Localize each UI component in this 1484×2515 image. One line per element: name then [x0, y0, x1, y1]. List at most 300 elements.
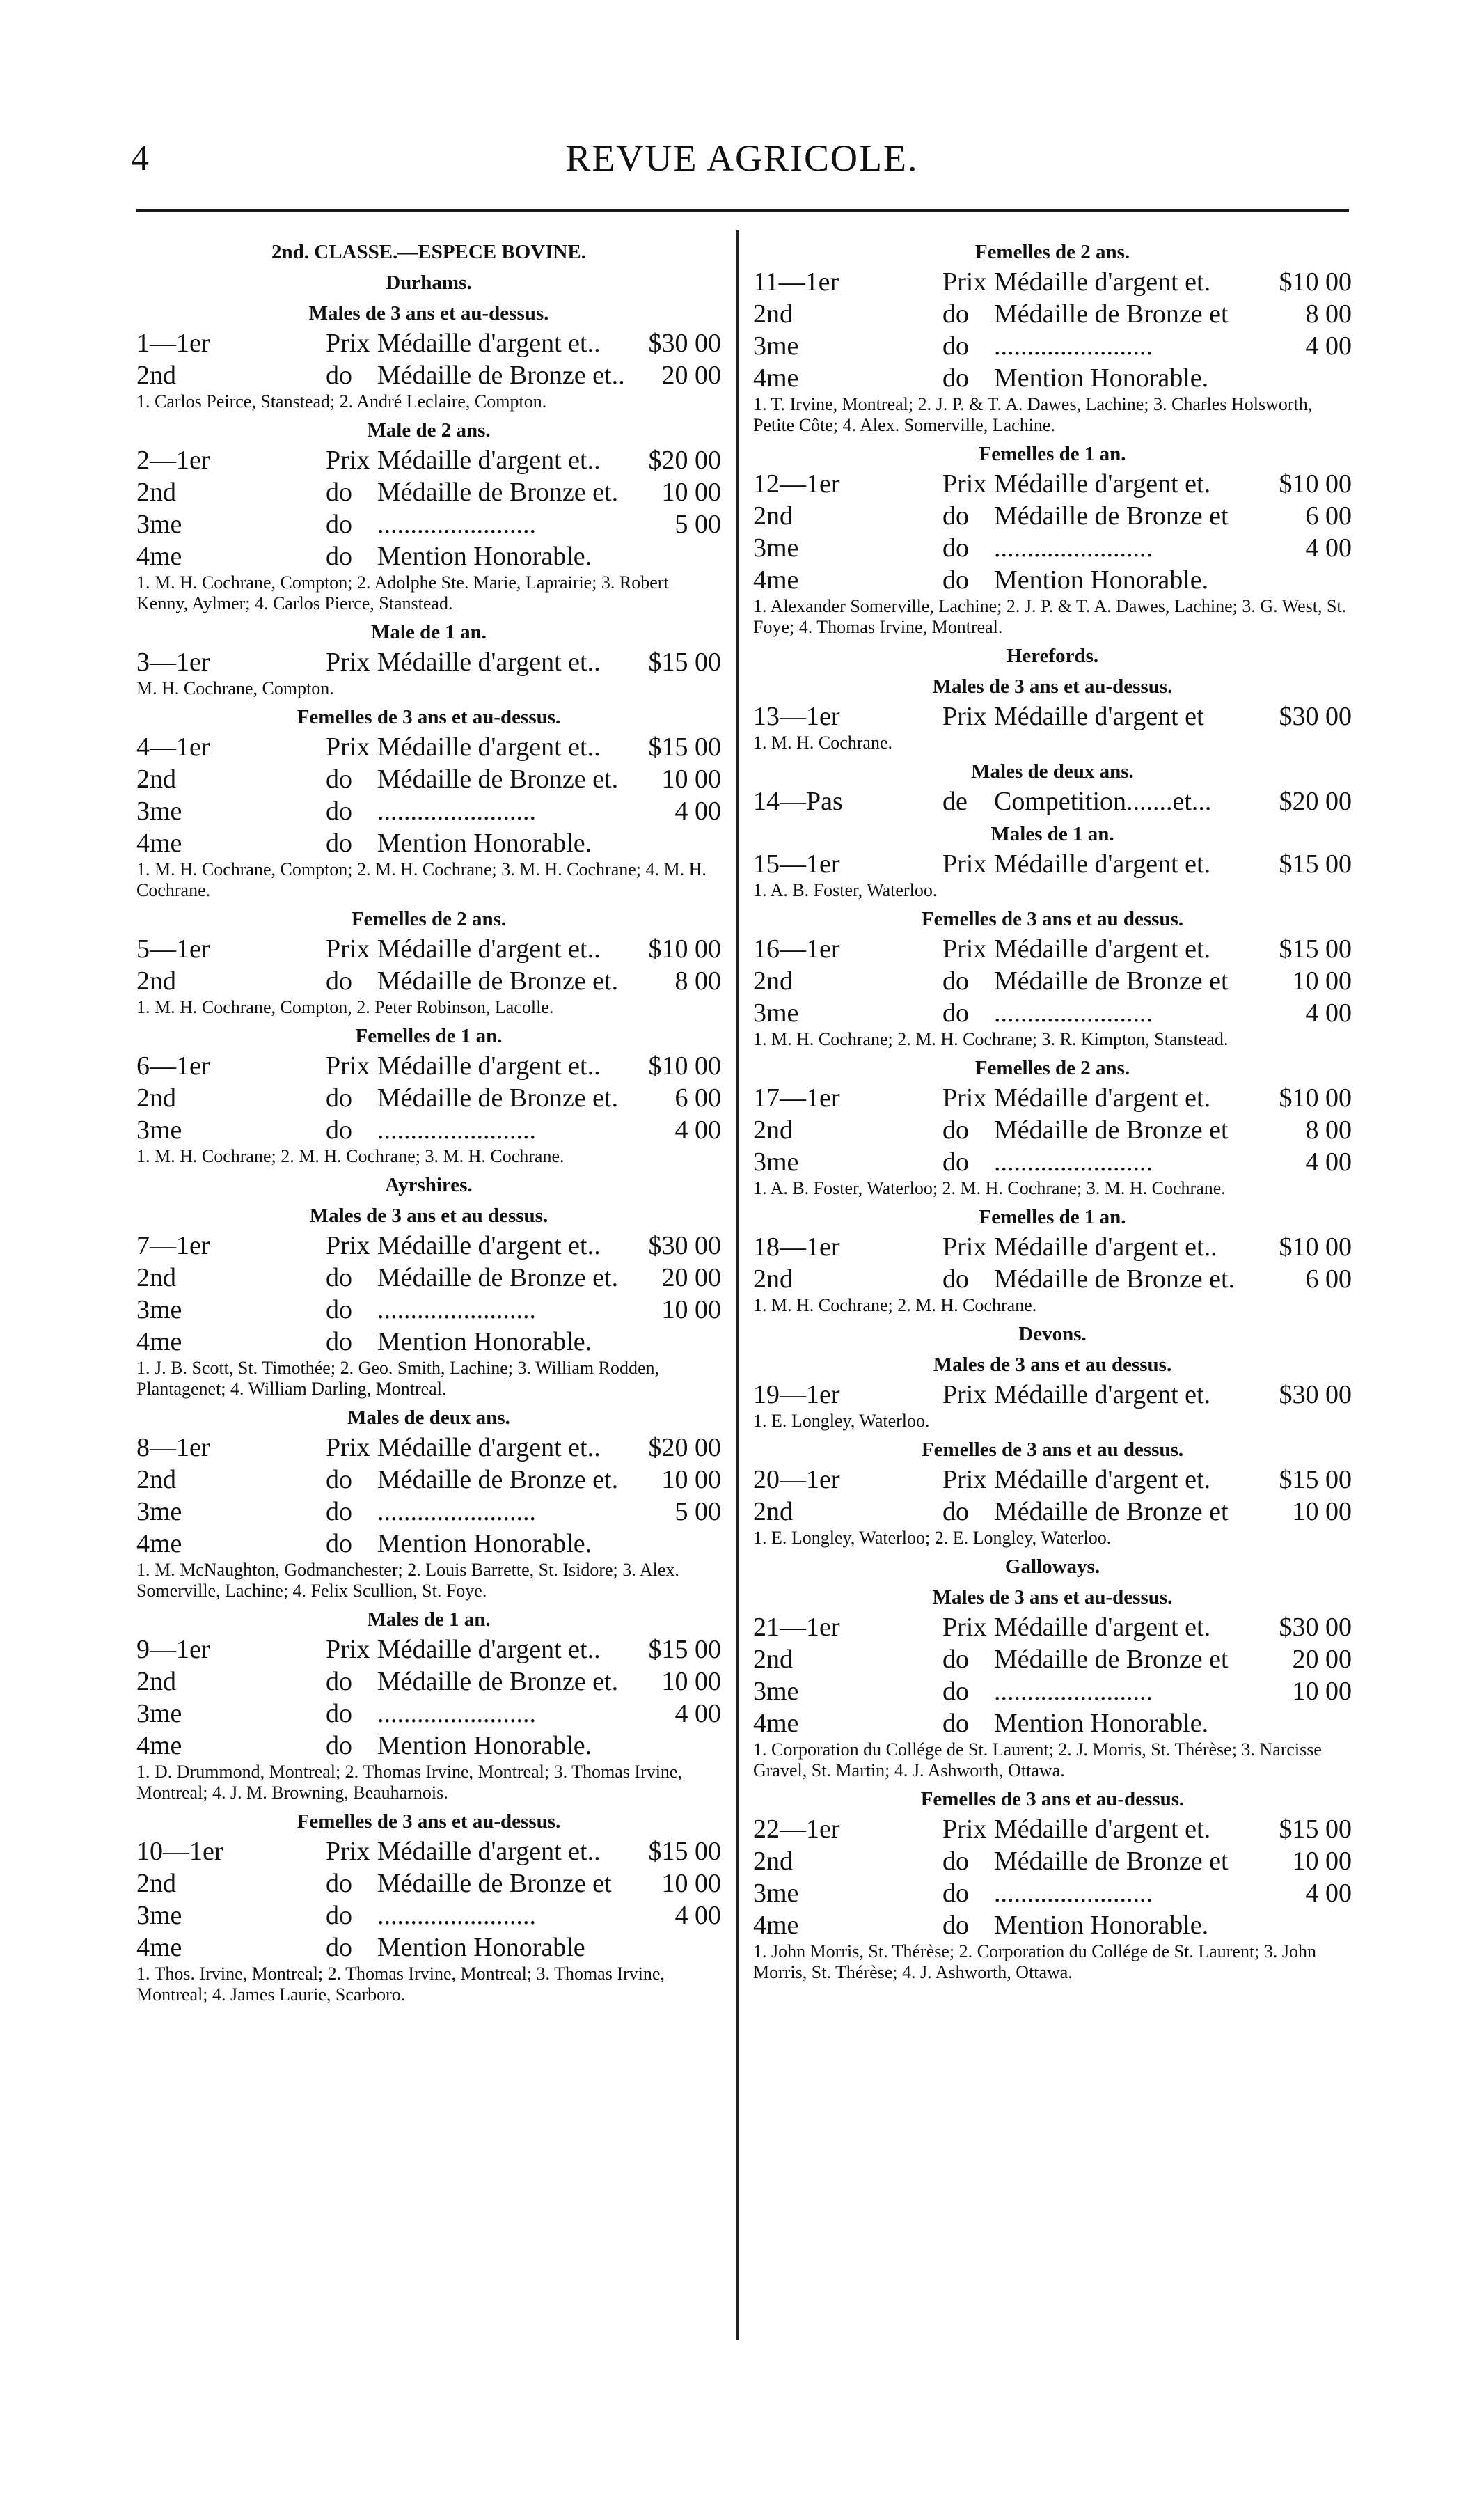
prize-row	[136, 965, 721, 997]
prize-label: Prix	[326, 1635, 370, 1664]
prize-row	[136, 508, 721, 540]
prize-description: Médaille d'argent et..	[377, 934, 601, 964]
prize-rank: 4me	[136, 1529, 182, 1558]
section-heading: Males de 1 an.	[990, 823, 1114, 845]
prize-rank: 2nd	[136, 1465, 176, 1494]
prize-label: do	[942, 1264, 969, 1294]
prize-description: ........................	[994, 1147, 1153, 1177]
winners-list: 1. M. H. Cochrane.	[753, 732, 893, 753]
prize-amount: 10 00	[1292, 1677, 1352, 1706]
prize-rank: 4me	[136, 829, 182, 858]
winners-list: 1. M. H. Cochrane, Compton, 2. Peter Robinson, Lacolle.	[136, 997, 554, 1017]
prize-rank: 3me	[136, 1115, 182, 1145]
section-heading: Ayrshires.	[385, 1174, 473, 1196]
prize-amount: $15 00	[1279, 1465, 1352, 1494]
prize-amount	[627, 540, 721, 572]
prize-amount	[627, 1326, 721, 1358]
prize-description: ........................	[377, 1497, 536, 1526]
left-column	[136, 235, 721, 2009]
prize-description: Médaille d'argent et..	[377, 1051, 601, 1081]
prize-description: Médaille d'argent et.	[994, 1380, 1211, 1409]
prize-rank: 15—1er	[753, 849, 840, 879]
prize-label: do	[326, 1295, 352, 1324]
prize-description: Médaille d'argent et..	[377, 1635, 601, 1664]
prize-row	[136, 731, 721, 763]
prize-label: do	[326, 1901, 352, 1930]
prize-description: ........................	[377, 1115, 536, 1145]
prize-label: Prix	[942, 702, 987, 731]
prize-description: Médaille de Bronze et..	[377, 361, 625, 390]
prize-amount: 4 00	[1305, 998, 1352, 1028]
prize-label: do	[326, 966, 352, 996]
prize-rank: 5—1er	[136, 934, 210, 964]
prize-description: Médaille de Bronze et	[994, 1645, 1229, 1674]
prize-amount	[627, 1932, 721, 1964]
prize-description: Médaille d'argent et.	[994, 267, 1211, 297]
prize-label: Prix	[326, 1433, 370, 1462]
prize-rank: 4me	[753, 1911, 799, 1940]
prize-amount: $10 00	[1279, 1083, 1352, 1113]
prize-amount: $20 00	[1279, 787, 1352, 816]
prize-rank: 9—1er	[136, 1635, 210, 1664]
prize-rank: 2nd	[136, 1263, 176, 1292]
section-heading: Male de 2 ans.	[367, 419, 491, 441]
prize-amount: 10 00	[661, 1295, 721, 1324]
prize-rank: 3me	[753, 1677, 799, 1706]
prize-row	[753, 1379, 1352, 1411]
prize-amount: $20 00	[648, 1433, 721, 1462]
prize-amount: $15 00	[648, 648, 721, 677]
prize-label: do	[326, 478, 352, 507]
prize-description: Médaille de Bronze et	[994, 1497, 1229, 1526]
winners-list: 1. T. Irvine, Montreal; 2. J. P. & T. A. Dawes, Lachine; 3. Charles Holsworth, Petite Côte; 4. Alex. Somerville, Lachine.	[753, 394, 1313, 435]
section-heading: Femelles de 1 an.	[979, 443, 1126, 465]
prize-rank: 3—1er	[136, 648, 210, 677]
prize-amount	[1258, 1909, 1352, 1941]
section-heading: Males de 3 ans et au-dessus.	[308, 302, 549, 324]
prize-amount: $10 00	[1279, 1232, 1352, 1262]
prize-description: Médaille de Bronze et	[377, 1869, 612, 1898]
prize-rank: 2nd	[136, 765, 176, 794]
prize-row	[753, 532, 1352, 564]
prize-description: Médaille de Bronze et.	[377, 1083, 619, 1113]
prize-label: do	[942, 1645, 969, 1674]
prize-row	[753, 1464, 1352, 1496]
prize-rank: 3me	[136, 1699, 182, 1728]
prize-rank: 2nd	[753, 1497, 793, 1526]
prize-amount: 4 00	[674, 1115, 721, 1145]
prize-row	[753, 1263, 1352, 1295]
prize-amount: $10 00	[1279, 469, 1352, 499]
prize-rank: 2nd	[136, 478, 176, 507]
prize-description: Médaille d'argent et.	[994, 934, 1211, 964]
prize-description: Médaille d'argent et.	[994, 1815, 1211, 1844]
prize-row	[136, 1082, 721, 1114]
prize-row	[136, 1730, 721, 1762]
prize-rank: 4me	[136, 542, 182, 571]
winners-list: 1. M. H. Cochrane; 2. M. H. Cochrane; 3. M. H. Cochrane.	[136, 1146, 565, 1166]
prize-amount: 10 00	[1292, 1497, 1352, 1526]
prize-rank: 8—1er	[136, 1433, 210, 1462]
winners-list: 1. J. B. Scott, St. Timothée; 2. Geo. Smith, Lachine; 3. William Rodden, Plantagenet; 4. William Darling, Montreal.	[136, 1358, 660, 1399]
section-heading: Femelles de 1 an.	[979, 1206, 1126, 1228]
prize-description: Mention Honorable	[377, 1933, 585, 1962]
section-heading: Femelles de 3 ans et au-dessus.	[920, 1788, 1185, 1810]
section-heading: Male de 1 an.	[371, 621, 487, 643]
prize-label: Prix	[326, 1837, 370, 1866]
prize-rank: 6—1er	[136, 1051, 210, 1081]
prize-description: Mention Honorable.	[377, 542, 592, 571]
prize-label: do	[942, 1847, 969, 1876]
prize-label: do	[326, 1497, 352, 1526]
prize-description: Mention Honorable.	[994, 363, 1209, 393]
prize-label: do	[942, 1911, 969, 1940]
prize-rank: 2nd	[753, 1115, 793, 1145]
prize-label: Prix	[326, 934, 370, 964]
prize-label: Prix	[326, 648, 370, 677]
winners-list: 1. M. H. Cochrane; 2. M. H. Cochrane.	[753, 1295, 1037, 1315]
section-heading: Durhams.	[386, 272, 472, 294]
prize-row	[136, 1633, 721, 1666]
winners-list: 1. Corporation du Collége de St. Laurent; 2. J. Morris, St. Thérèse; 3. Narcisse Gravel, St. Martin; 4. J. Ashworth, Ottawa.	[753, 1739, 1322, 1780]
prize-label: Prix	[942, 1380, 987, 1409]
prize-amount	[1258, 362, 1352, 394]
prize-rank: 2nd	[753, 1847, 793, 1876]
prize-description: Mention Honorable.	[994, 565, 1209, 595]
prize-row	[753, 1813, 1352, 1845]
prize-label: Prix	[942, 934, 987, 964]
section-heading: Femelles de 3 ans et au-dessus.	[297, 1810, 561, 1833]
prize-row	[136, 795, 721, 827]
prize-label: do	[326, 1699, 352, 1728]
prize-label: do	[942, 1677, 969, 1706]
prize-label: do	[942, 501, 969, 531]
prize-amount	[627, 827, 721, 859]
prize-label: do	[326, 1263, 352, 1292]
prize-label: do	[326, 1465, 352, 1494]
prize-row	[136, 1050, 721, 1082]
prize-label: do	[942, 299, 969, 329]
prize-label: do	[942, 331, 969, 361]
prize-rank: 2nd	[753, 966, 793, 996]
prize-rank: 2nd	[753, 299, 793, 329]
prize-row	[136, 1464, 721, 1496]
prize-label: Prix	[326, 329, 370, 358]
winners-list: 1. D. Drummond, Montreal; 2. Thomas Irvine, Montreal; 3. Thomas Irvine, Montreal; 4. J. M. Browning, Beauharnois.	[136, 1762, 682, 1803]
prize-amount: $15 00	[1279, 934, 1352, 964]
prize-description: Médaille d'argent et..	[377, 732, 601, 762]
section-heading: Femelles de 3 ans et au dessus.	[921, 1439, 1184, 1461]
prize-description: Médaille d'argent et	[994, 702, 1204, 731]
section-heading: Males de 3 ans et au dessus.	[309, 1205, 548, 1227]
prize-row	[753, 700, 1352, 732]
prize-label: do	[942, 998, 969, 1028]
prize-row	[753, 1675, 1352, 1707]
prize-rank: 1—1er	[136, 329, 210, 358]
prize-amount: 8 00	[1305, 1115, 1352, 1145]
prize-description: Médaille d'argent et..	[377, 446, 601, 475]
prize-description: Médaille d'argent et.	[994, 1465, 1211, 1494]
section-heading: Males de 3 ans et au dessus.	[933, 1354, 1172, 1376]
prize-label: Prix	[942, 1083, 987, 1113]
prize-amount: 8 00	[1305, 299, 1352, 329]
prize-label: do	[326, 1667, 352, 1696]
prize-row	[753, 785, 1352, 817]
prize-description: Médaille de Bronze et.	[377, 966, 619, 996]
prize-amount: 10 00	[661, 1869, 721, 1898]
prize-row	[753, 500, 1352, 532]
section-heading: Femelles de 3 ans et au dessus.	[921, 908, 1184, 930]
prize-description: Médaille de Bronze et	[994, 1115, 1229, 1145]
prize-row	[136, 827, 721, 859]
prize-row	[753, 1845, 1352, 1877]
section-heading: Males de 3 ans et au-dessus.	[932, 1586, 1173, 1608]
prize-rank: 22—1er	[753, 1815, 840, 1844]
prize-label: de	[942, 787, 968, 816]
prize-label: Prix	[942, 1815, 987, 1844]
prize-amount: 8 00	[674, 966, 721, 996]
prize-row	[136, 933, 721, 965]
prize-rank: 3me	[753, 1147, 799, 1177]
prize-rank: 4me	[136, 1327, 182, 1356]
prize-description: Mention Honorable.	[377, 1529, 592, 1558]
prize-label: do	[942, 533, 969, 563]
prize-description: ........................	[994, 533, 1153, 563]
prize-label: Prix	[326, 732, 370, 762]
prize-description: ........................	[377, 1901, 536, 1930]
prize-rank: 4me	[136, 1731, 182, 1760]
prize-row	[136, 444, 721, 476]
prize-row	[753, 965, 1352, 997]
prize-description: ........................	[994, 998, 1153, 1028]
prize-description: ........................	[994, 331, 1153, 361]
prize-row	[753, 1877, 1352, 1909]
prize-label: do	[326, 1731, 352, 1760]
prize-amount: 4 00	[674, 1901, 721, 1930]
prize-row	[753, 1496, 1352, 1528]
prize-amount: $15 00	[1279, 849, 1352, 879]
prize-amount	[627, 1528, 721, 1560]
prize-amount: 4 00	[1305, 533, 1352, 563]
prize-row	[136, 476, 721, 508]
prize-label: do	[326, 1933, 352, 1962]
prize-description: Médaille de Bronze et.	[994, 1264, 1236, 1294]
prize-amount	[627, 1730, 721, 1762]
prize-amount: 4 00	[1305, 1147, 1352, 1177]
prize-label: do	[326, 797, 352, 826]
prize-label: do	[942, 966, 969, 996]
prize-rank: 2nd	[136, 966, 176, 996]
prize-row	[753, 468, 1352, 500]
prize-description: Médaille de Bronze et.	[377, 1667, 619, 1696]
prize-row	[753, 997, 1352, 1029]
prize-rank: 2nd	[136, 1667, 176, 1696]
prize-row	[136, 1262, 721, 1294]
section-heading: Femelles de 1 an.	[355, 1025, 503, 1047]
prize-rank: 3me	[136, 797, 182, 826]
prize-description: Médaille d'argent et..	[377, 648, 601, 677]
prize-row	[753, 1611, 1352, 1643]
prize-rank: 11—1er	[753, 267, 839, 297]
section-heading: Femelles de 2 ans.	[351, 908, 507, 930]
prize-label: do	[942, 1115, 969, 1145]
winners-list: 1. John Morris, St. Thérèse; 2. Corporation du Collége de St. Laurent; 3. John Morris, St. Thérèse; 4. J. Ashworth, Ottawa.	[753, 1941, 1317, 1982]
prize-amount: 20 00	[661, 361, 721, 390]
section-heading: Femelles de 2 ans.	[974, 241, 1130, 263]
prize-amount: 6 00	[1305, 501, 1352, 531]
section-heading: Males de deux ans.	[971, 760, 1134, 783]
prize-row	[753, 933, 1352, 965]
prize-amount	[1258, 1707, 1352, 1739]
prize-amount: $30 00	[648, 1231, 721, 1260]
prize-label: do	[326, 542, 352, 571]
prize-rank: 2nd	[753, 501, 793, 531]
prize-rank: 20—1er	[753, 1465, 840, 1494]
prize-amount: 4 00	[1305, 1879, 1352, 1908]
prize-rank: 2nd	[753, 1645, 793, 1674]
prize-row	[136, 1496, 721, 1528]
prize-rank: 14—Pas	[753, 787, 843, 816]
prize-amount: $10 00	[1279, 267, 1352, 297]
prize-description: Médaille d'argent et..	[377, 1433, 601, 1462]
prize-description: Mention Honorable.	[377, 1327, 592, 1356]
prize-row	[136, 1932, 721, 1964]
prize-rank: 21—1er	[753, 1613, 840, 1642]
prize-description: Mention Honorable.	[377, 829, 592, 858]
prize-amount: 10 00	[1292, 1847, 1352, 1876]
prize-description: Médaille de Bronze et	[994, 299, 1229, 329]
prize-row	[136, 1698, 721, 1730]
prize-amount: $15 00	[1279, 1815, 1352, 1844]
prize-amount: $30 00	[648, 329, 721, 358]
prize-description: Médaille d'argent et..	[377, 1231, 601, 1260]
section-heading: Males de deux ans.	[347, 1407, 510, 1429]
prize-rank: 3me	[753, 1879, 799, 1908]
section-heading: Males de 3 ans et au-dessus.	[932, 675, 1173, 698]
prize-label: do	[326, 1529, 352, 1558]
prize-label: Prix	[942, 1232, 987, 1262]
prize-amount: $30 00	[1279, 1613, 1352, 1642]
prize-rank: 4me	[753, 565, 799, 595]
prize-amount: 5 00	[674, 1497, 721, 1526]
prize-label: do	[326, 510, 352, 539]
prize-amount: 4 00	[674, 1699, 721, 1728]
prize-amount: $20 00	[648, 446, 721, 475]
prize-row	[753, 1707, 1352, 1739]
prize-amount: 4 00	[674, 797, 721, 826]
prize-amount: $15 00	[648, 1635, 721, 1664]
prize-description: Mention Honorable.	[994, 1911, 1209, 1940]
prize-row	[136, 1432, 721, 1464]
prize-amount: 10 00	[661, 1667, 721, 1696]
prize-row	[136, 646, 721, 678]
section-heading: 2nd. CLASSE.—ESPECE BOVINE.	[271, 241, 587, 263]
prize-label: do	[326, 765, 352, 794]
prize-row	[753, 1114, 1352, 1146]
prize-row	[753, 362, 1352, 394]
prize-rank: 3me	[136, 510, 182, 539]
prize-rank: 2nd	[753, 1264, 793, 1294]
prize-amount: $10 00	[648, 1051, 721, 1081]
prize-row	[753, 1643, 1352, 1675]
prize-label: Prix	[326, 1231, 370, 1260]
prize-label: do	[326, 1115, 352, 1145]
prize-row	[753, 848, 1352, 880]
prize-label: do	[326, 829, 352, 858]
prize-description: Médaille d'argent et..	[994, 1232, 1217, 1262]
prize-row	[136, 1230, 721, 1262]
section-heading: Devons.	[1018, 1323, 1087, 1345]
prize-row	[136, 1528, 721, 1560]
prize-description: Médaille de Bronze et.	[377, 1465, 619, 1494]
prize-label: do	[942, 1709, 969, 1738]
prize-rank: 3me	[753, 998, 799, 1028]
page-number: 4	[131, 139, 149, 178]
prize-row	[136, 1666, 721, 1698]
prize-rank: 2—1er	[136, 446, 210, 475]
section-heading: Galloways.	[1004, 1556, 1100, 1578]
prize-description: Médaille d'argent et.	[994, 1613, 1211, 1642]
prize-rank: 3me	[136, 1497, 182, 1526]
prize-row	[753, 1082, 1352, 1114]
prize-amount: 20 00	[1292, 1645, 1352, 1674]
prize-label: do	[326, 1869, 352, 1898]
prize-description: Médaille de Bronze et.	[377, 765, 619, 794]
prize-row	[136, 540, 721, 572]
prize-description: Médaille de Bronze et	[994, 501, 1229, 531]
prize-description: ........................	[377, 1699, 536, 1728]
winners-list: 1. M. H. Cochrane, Compton; 2. Adolphe Ste. Marie, Laprairie; 3. Robert Kenny, Aylmer; 4. Carlos Pierce, Stanstead.	[136, 572, 669, 613]
prize-row	[753, 298, 1352, 330]
prize-label: do	[942, 1879, 969, 1908]
prize-description: Médaille de Bronze et.	[377, 1263, 619, 1292]
prize-description: ........................	[994, 1677, 1153, 1706]
prize-label: Prix	[326, 446, 370, 475]
prize-description: Médaille d'argent et.	[994, 1083, 1211, 1113]
prize-rank: 4me	[136, 1933, 182, 1962]
prize-label: do	[942, 1147, 969, 1177]
prize-description: Competition.......et...	[994, 787, 1212, 816]
prize-amount: $15 00	[648, 732, 721, 762]
prize-amount: $10 00	[648, 934, 721, 964]
prize-amount: 10 00	[661, 1465, 721, 1494]
winners-list: 1. Thos. Irvine, Montreal; 2. Thomas Irvine, Montreal; 3. Thomas Irvine, Montreal; 4. James Laurie, Scarboro.	[136, 1964, 665, 2005]
prize-row	[753, 1909, 1352, 1941]
prize-amount	[1258, 564, 1352, 596]
prize-rank: 4me	[753, 363, 799, 393]
column-rule	[736, 230, 739, 2340]
prize-amount: 6 00	[674, 1083, 721, 1113]
prize-description: Médaille d'argent et.	[994, 849, 1211, 879]
prize-label: do	[326, 361, 352, 390]
prize-rank: 3me	[136, 1295, 182, 1324]
prize-row	[136, 1835, 721, 1867]
prize-amount: $30 00	[1279, 1380, 1352, 1409]
section-heading: Males de 1 an.	[367, 1608, 491, 1631]
prize-description: ........................	[377, 510, 536, 539]
prize-row	[753, 330, 1352, 362]
prize-rank: 3me	[753, 331, 799, 361]
winners-list: 1. M. H. Cochrane; 2. M. H. Cochrane; 3. R. Kimpton, Stanstead.	[753, 1029, 1229, 1049]
prize-row	[136, 763, 721, 795]
prize-row	[753, 564, 1352, 596]
prize-row	[136, 1326, 721, 1358]
prize-description: Mention Honorable.	[994, 1709, 1209, 1738]
prize-rank: 2nd	[136, 1869, 176, 1898]
prize-label: do	[942, 1497, 969, 1526]
prize-rank: 4—1er	[136, 732, 210, 762]
prize-amount: $15 00	[648, 1837, 721, 1866]
